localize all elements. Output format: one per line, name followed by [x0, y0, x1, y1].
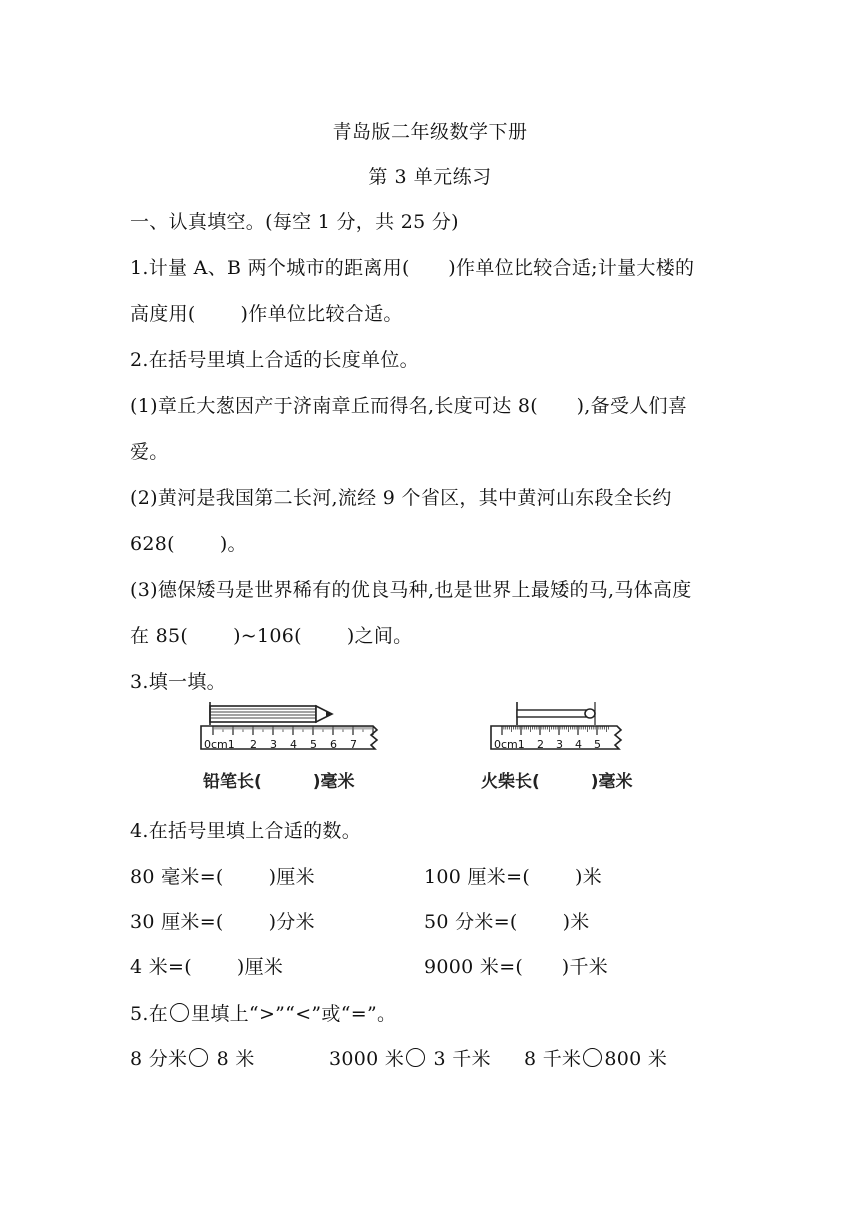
page-subtitle: 第 3 单元练习: [368, 166, 492, 188]
q2-part1-line1: (1)章丘大葱因产于济南章丘而得名,长度可达 8( ),备受人们喜: [130, 395, 688, 417]
q5-item-1: [130, 1044, 255, 1071]
q5-item-left: 8 千米: [524, 1048, 582, 1070]
ruler-figure: [195, 697, 695, 797]
q1-line1: 1.计量 A、B 两个城市的距离用( )作单位比较合适;计量大楼的: [130, 257, 695, 279]
section-heading: 一、认真填空。(每空 1 分，共 25 分): [130, 211, 459, 233]
page-title: 青岛版二年级数学下册: [332, 121, 528, 143]
circle-icon: [170, 1003, 189, 1022]
ruler-1: [201, 702, 377, 792]
q4-row1-left: 80 毫米=( )厘米: [130, 866, 315, 888]
q4-row1-right: 100 厘米=( )米: [424, 866, 602, 888]
ruler-2-caption: 火柴长( )毫米: [481, 772, 633, 792]
ruler-1-tick-label: 4: [290, 738, 297, 751]
ruler-2-tick-label: 0cm1: [494, 738, 525, 751]
ruler-1-tick-label: 6: [330, 738, 337, 751]
compare-circle-icon[interactable]: [189, 1048, 208, 1067]
q5-item-right: 8 米: [210, 1048, 255, 1070]
compare-circle-icon[interactable]: [406, 1048, 425, 1067]
q5-item-right: 3 千米: [427, 1048, 491, 1070]
q2-part2-line2: 628( )。: [130, 533, 247, 555]
ruler-1-tick-label: 5: [310, 738, 317, 751]
q5-item-3: [524, 1044, 667, 1071]
ruler-1-tick-label: 0cm1: [204, 738, 235, 751]
ruler-1-tick-label: 2: [250, 738, 257, 751]
pencil-icon: [210, 702, 332, 725]
q2-part3-line2: 在 85( )~106( )之间。: [130, 625, 413, 647]
q5-prompt-end: 里填上“>”“<”或“=”。: [191, 1003, 397, 1025]
q2-part3-line1: (3)德保矮马是世界稀有的优良马种,也是世界上最矮的马,马体高度: [130, 579, 692, 601]
q1-line2: 高度用( )作单位比较合适。: [130, 303, 403, 325]
ruler-2: [481, 702, 633, 792]
q5-item-2: [329, 1044, 491, 1071]
ruler-2-tick-label: 5: [594, 738, 601, 751]
q5-prompt: [130, 999, 396, 1026]
q2-prompt: 2.在括号里填上合适的长度单位。: [130, 349, 419, 371]
q4-row3-right: 9000 米=( )千米: [424, 956, 609, 978]
q3-prompt: 3.填一填。: [130, 671, 226, 693]
q4-prompt: 4.在括号里填上合适的数。: [130, 820, 362, 842]
q4-row2-left: 30 厘米=( )分米: [130, 911, 315, 933]
ruler-2-tick-label: 2: [537, 738, 544, 751]
q2-part1-line2: 爱。: [130, 441, 169, 463]
q5-item-left: 8 分米: [130, 1048, 188, 1070]
q4-row2-right: 50 分米=( )米: [424, 911, 590, 933]
q5-prompt-start: 5.在: [130, 1003, 169, 1025]
q4-row3-left: 4 米=( )厘米: [130, 956, 284, 978]
ruler-1-caption: 铅笔长( )毫米: [203, 772, 355, 792]
q5-item-left: 3000 米: [329, 1048, 405, 1070]
q2-part2-line1: (2)黄河是我国第二长河,流经 9 个省区，其中黄河山东段全长约: [130, 487, 672, 509]
ruler-2-tick-label: 3: [556, 738, 563, 751]
match-icon: [517, 702, 595, 725]
q5-item-right: 800 米: [604, 1048, 668, 1070]
ruler-2-tick-label: 4: [575, 738, 582, 751]
ruler-1-tick-label: 7: [350, 738, 357, 751]
compare-circle-icon[interactable]: [583, 1048, 602, 1067]
ruler-1-tick-label: 3: [270, 738, 277, 751]
